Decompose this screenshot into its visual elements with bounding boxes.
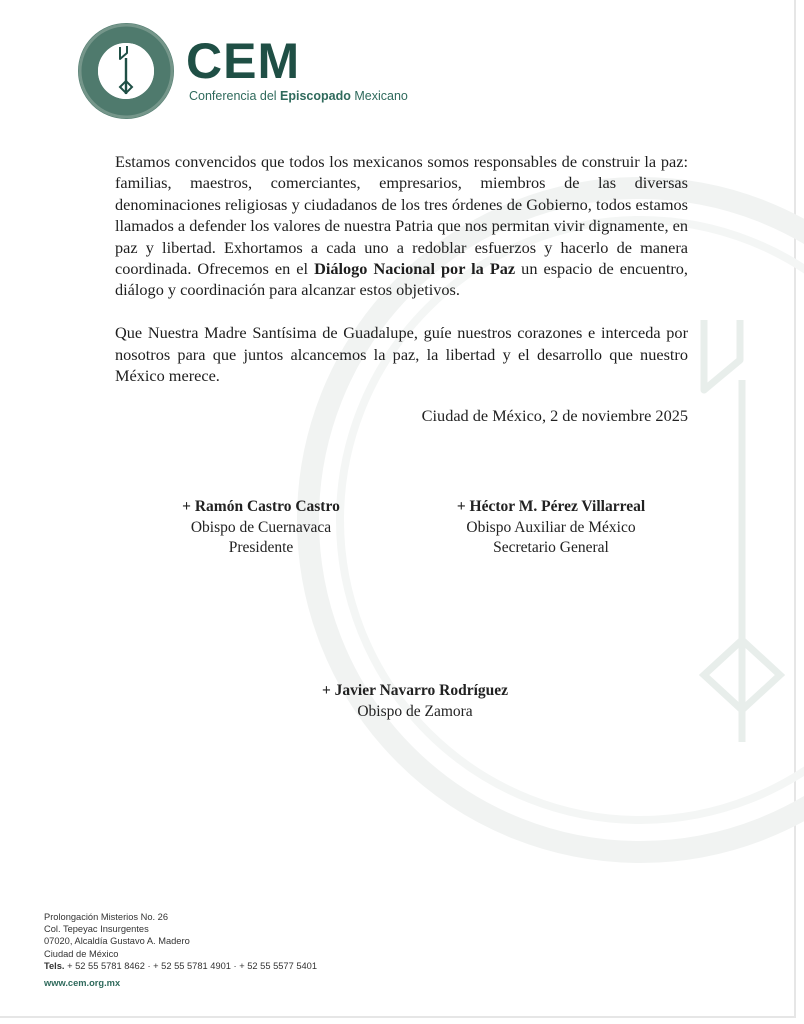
paragraph-2: Que Nuestra Madre Santísima de Guadalupe, guíe nuestros corazones e interceda por nosotros para que juntos alcancemos la paz, la libertad y el desarrollo que nuestro México merece. (115, 323, 688, 386)
paragraph-1: Estamos convencidos que todos los mexicanos somos responsables de construir la paz: familias, maestros, comerciantes, empresarios, miembros de las diversas denominaciones religiosas y ciudadanos de los tres órdenes de Gobierno, todos estamos llamados a defender los valores de nuestra Patria que nos permitan vivir dignamente, en paz y libertad. Exhortamos a cada uno a redoblar esfuerzos y hacerlo de manera coordinada. Ofrecemos en el Diálogo Nacional por la Paz un espacio de encuentro, diálogo y coordinación para alcanzar estos objetivos. (115, 152, 688, 300)
logo-subtitle: Conferencia del Episcopado Mexicano (189, 89, 408, 103)
address-line: 07020, Alcaldía Gustavo A. Madero (44, 936, 190, 947)
signer-role: Secretario General (493, 539, 609, 556)
date-line: Ciudad de México, 2 de noviembre 2025 (421, 406, 688, 425)
signature-navarro (290, 681, 540, 722)
address-line: Prolongación Misterios No. 26 (44, 912, 169, 922)
cem-logo-icon (76, 22, 176, 120)
phone-line: Tels. + 52 55 5781 8462 · + 52 55 5781 4901 · + 52 55 5577 5401 (44, 960, 318, 971)
signer-title: Obispo Auxiliar de México (466, 518, 636, 536)
logo-title: CEM (186, 33, 301, 89)
signer-name: + Héctor M. Pérez Villarreal (456, 498, 646, 515)
footer-address (44, 911, 317, 989)
signer-name: + Javier Navarro Rodríguez (321, 682, 509, 699)
signer-title: Obispo de Zamora (357, 702, 473, 720)
letter-body (115, 151, 688, 408)
signer-role: Presidente (228, 539, 294, 556)
website-link[interactable]: www.cem.org.mx (44, 978, 121, 989)
signature-castro (158, 497, 364, 559)
signer-name: + Ramón Castro Castro (182, 498, 340, 515)
address-line: Ciudad de México (44, 948, 119, 959)
signature-perez (436, 497, 666, 559)
dialogo-nacional-bold: Diálogo Nacional por la Paz (314, 259, 516, 279)
signer-title: Obispo de Cuernavaca (190, 518, 332, 536)
address-line: Col. Tepeyac Insurgentes (44, 924, 149, 935)
